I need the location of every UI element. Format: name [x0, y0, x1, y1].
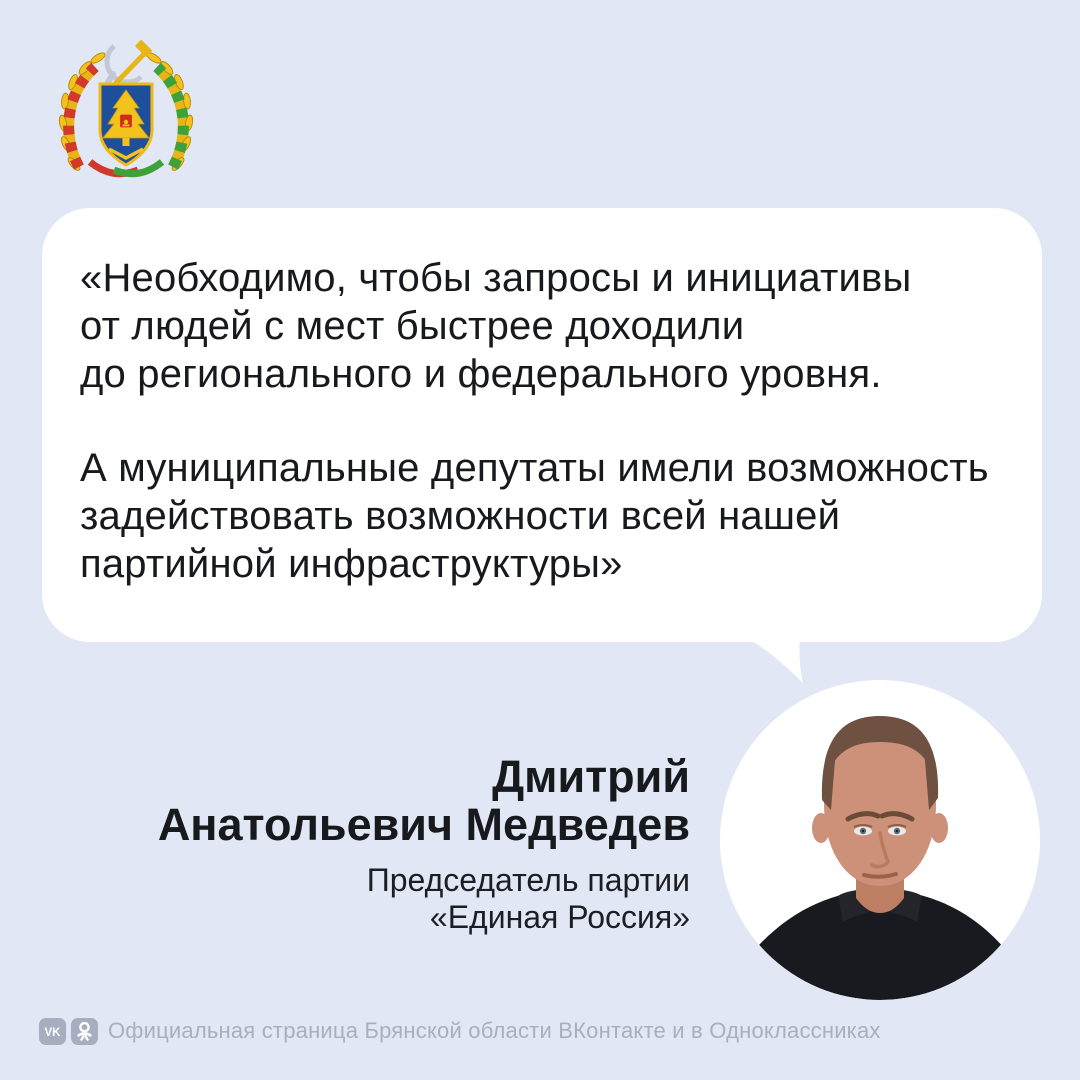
footer	[39, 1017, 881, 1045]
bubble-tail	[738, 638, 818, 688]
quote-line: «Необходимо, чтобы запросы и инициативы	[80, 256, 912, 300]
author-role-line: «Единая Россия»	[429, 899, 690, 935]
footer-text: Официальная страница Брянской области ВКонтакте и в Одноклассниках	[108, 1018, 881, 1043]
ok-icon	[71, 1018, 98, 1045]
quote-line: от людей с мест быстрее доходили	[80, 304, 745, 348]
author-role	[158, 862, 690, 936]
author-block	[158, 753, 690, 936]
quote-text	[80, 254, 989, 588]
quote-line: задействовать возможности всей нашей	[80, 494, 841, 538]
quote-line: партийной инфраструктуры»	[80, 542, 623, 586]
medvedev-portrait	[720, 680, 1040, 1000]
author-name-line: Дмитрий	[492, 751, 690, 802]
quote-paragraph-1	[80, 254, 989, 398]
vk-icon	[39, 1018, 66, 1045]
svg-text:VK: VK	[44, 1026, 61, 1039]
quote-line: А муниципальные депутаты имели возможность	[80, 446, 989, 490]
quote-line: до регионального и федерального уровня.	[80, 352, 882, 396]
quote-paragraph-2	[80, 444, 989, 588]
author-role-line: Председатель партии	[366, 862, 690, 898]
bryansk-region-emblem-icon	[50, 34, 202, 184]
author-name-line: Анатольевич Медведев	[157, 799, 690, 850]
author-name	[158, 753, 690, 849]
speaker-photo	[720, 680, 1040, 1000]
